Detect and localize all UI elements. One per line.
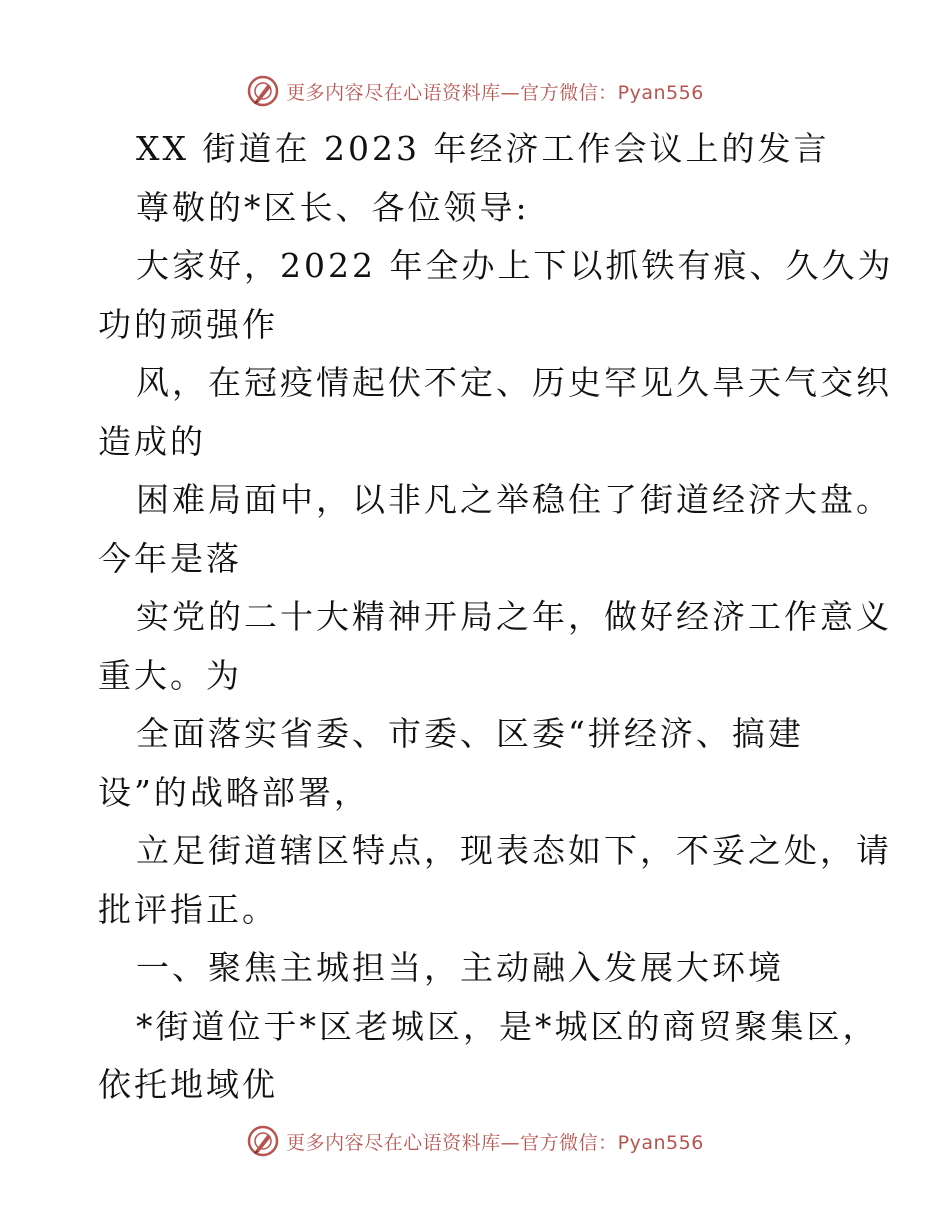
- watermark-header: [0, 74, 950, 108]
- doc-line: 全面落实省委、市委、区委“拼经济、搞建: [136, 714, 804, 753]
- doc-line: 大家好，2022 年全办上下以抓铁有痕、久久为: [136, 246, 894, 285]
- doc-line: 重大。为: [98, 655, 242, 695]
- doc-line: 立足街道辖区特点，现表态如下，不妥之处，请: [136, 831, 892, 870]
- doc-line: 造成的: [98, 421, 206, 461]
- doc-line: 风，在冠疫情起伏不定、历史罕见久旱天气交织: [136, 363, 892, 402]
- doc-line: 依托地域优: [98, 1065, 278, 1104]
- document-body: [98, 120, 894, 1115]
- watermark-footer: [0, 1124, 950, 1158]
- doc-line: 实党的二十大精神开局之年，做好经济工作意义: [136, 597, 892, 636]
- doc-line: 今年是落: [98, 538, 242, 578]
- doc-line: 困难局面中，以非凡之举稳住了街道经济大盘。: [136, 480, 892, 519]
- doc-line: 批评指正。: [98, 889, 278, 929]
- watermark-text: 更多内容尽在心语资料库—官方微信：Pyan556: [286, 1131, 704, 1154]
- pen-logo-icon: [246, 1124, 280, 1158]
- watermark-text: 更多内容尽在心语资料库—官方微信：Pyan556: [286, 81, 704, 104]
- pen-logo-icon: [246, 74, 280, 108]
- doc-line: 设”的战略部署，: [98, 772, 370, 812]
- doc-line: *街道位于*区老城区，是*城区的商贸聚集区，: [136, 1006, 879, 1046]
- section-heading: 一、聚焦主城担当，主动融入发展大环境: [136, 948, 784, 987]
- doc-title: XX 街道在 2023 年经济工作会议上的发言: [136, 129, 830, 168]
- doc-salutation: 尊敬的*区长、各位领导:: [136, 187, 530, 227]
- doc-line: 功的顽强作: [98, 304, 278, 344]
